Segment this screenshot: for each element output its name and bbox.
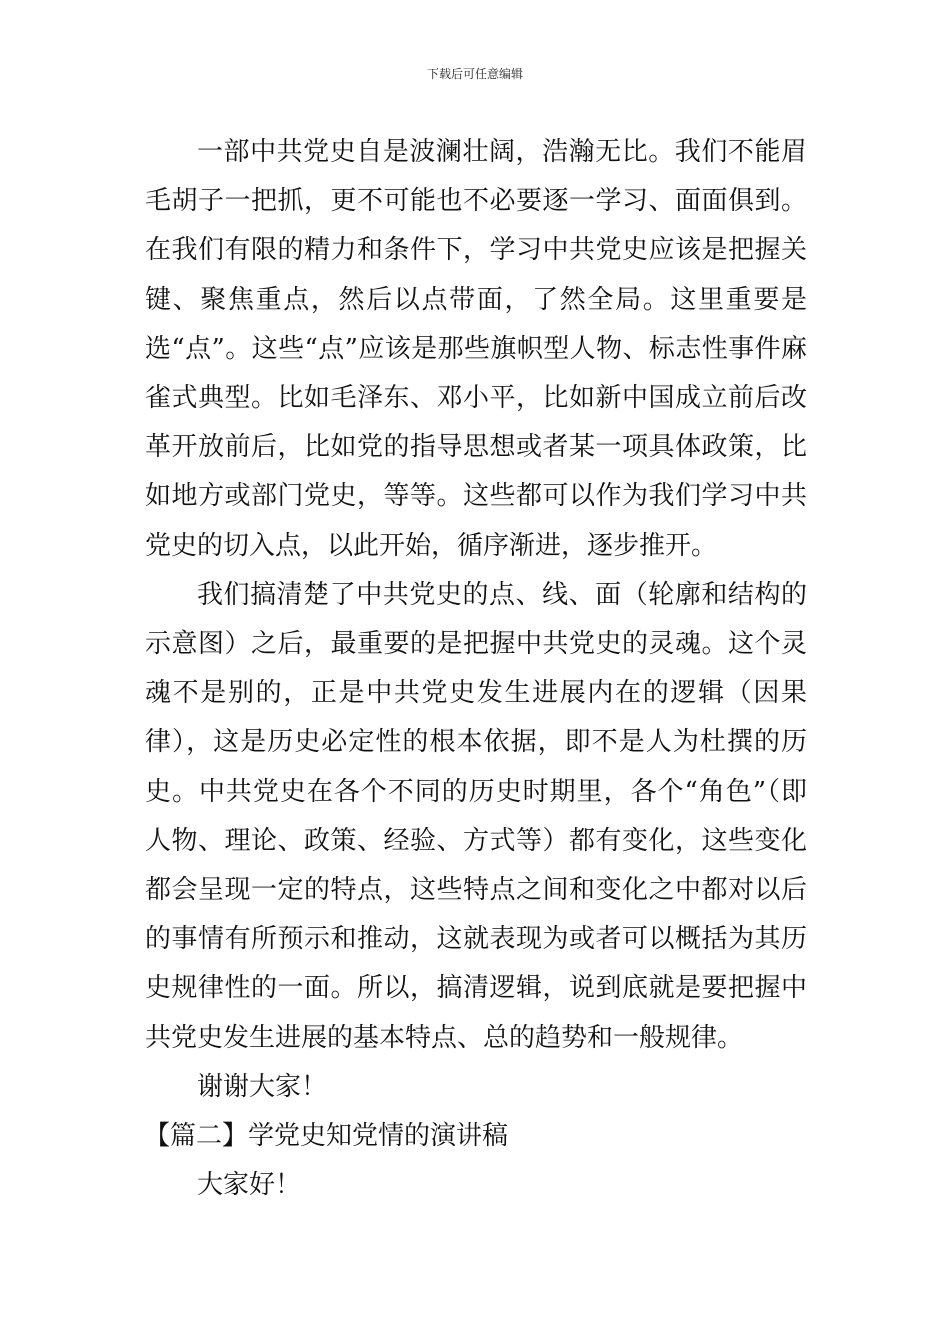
- paragraph-2: 我们搞清楚了中共党史的点、线、面（轮廓和结构的示意图）之后，最重要的是把握中共党史的灵魂。这个灵魂不是别的，正是中共党史发生进展内在的逻辑（因果律），这是历史必定性的根本依据，即不是人为杜撰的历史。中共党史在各个不同的历史时期里，各个“角色”（即人物、理论、政策、经验、方式等）都有变化，这些变化都会呈现一定的特点，这些特点之间和变化之中都对以后的事情有所预示和推动，这就表现为或者可以概括为其历史规律性的一面。所以，搞清逻辑，说到底就是要把握中共党史发生进展的基本特点、总的趋势和一般规律。: [145, 579, 807, 1053]
- greeting-line: 大家好！: [197, 1170, 302, 1201]
- section-title: 【篇二】学党史知党情的演讲稿: [144, 1121, 509, 1152]
- closing-line: 谢谢大家！: [197, 1071, 328, 1102]
- page-header: 下载后可任意编辑: [426, 67, 523, 81]
- paragraph-1: 一部中共党史自是波澜壮阔，浩瀚无比。我们不能眉毛胡子一把抓，更不可能也不必要逐一学习、面面俱到。在我们有限的精力和条件下，学习中共党史应该是把握关键、聚焦重点，然后以点带面，了然全局。这里重要是选“点”。这些“点”应该是那些旗帜型人物、标志性事件麻雀式典型。比如毛泽东、邓小平，比如新中国成立前后改革开放前后，比如党的指导思想或者某一项具体政策，比如地方或部门党史，等等。这些都可以作为我们学习中共党史的切入点，以此开始，循序渐进，逐步推开。: [145, 137, 807, 561]
- document-body: [145, 128, 807, 1210]
